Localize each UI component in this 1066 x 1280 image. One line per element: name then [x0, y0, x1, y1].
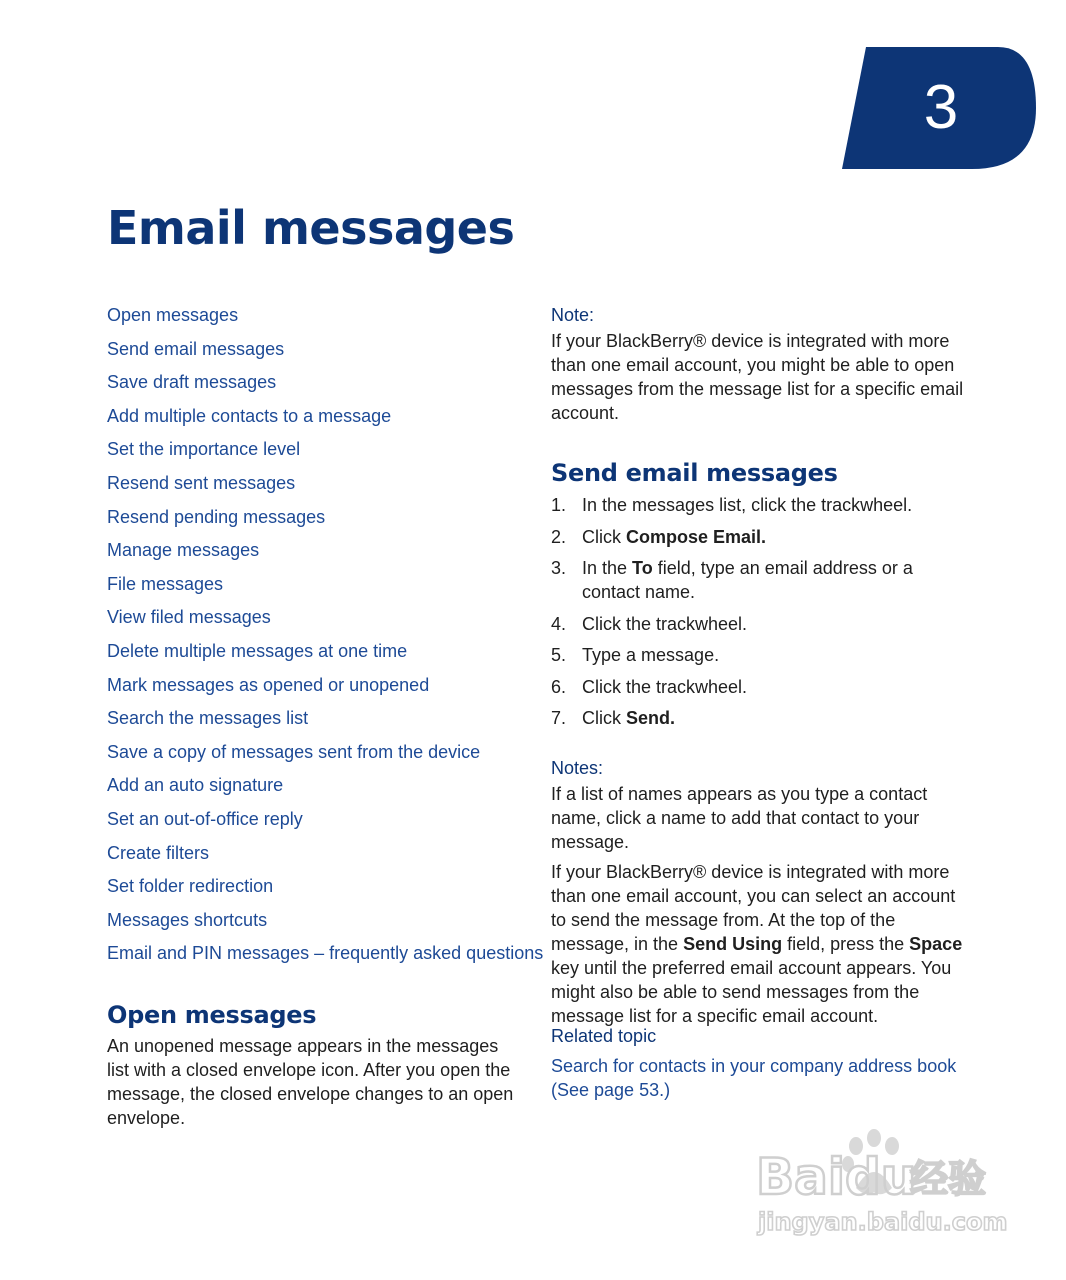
- step-number: 6.: [551, 676, 567, 697]
- toc-link[interactable]: Mark messages as opened or unopened: [107, 674, 430, 695]
- open-messages-heading: Open messages: [107, 1001, 317, 1029]
- note-block: [551, 303, 971, 425]
- toc-link[interactable]: Email and PIN messages – frequently asked questions: [107, 943, 544, 964]
- notes-para-1: If a list of names appears as you type a contact name, click a name to add that contact to your message.: [551, 784, 928, 852]
- toc-link[interactable]: Add an auto signature: [107, 775, 284, 796]
- toc-link[interactable]: View filed messages: [107, 607, 271, 628]
- toc-link[interactable]: Set the importance level: [107, 439, 301, 460]
- svg-text:jingyan.baidu.com: jingyan.baidu.com: [758, 1208, 1008, 1236]
- note-label: Note:: [551, 305, 595, 325]
- notes-label: Notes:: [551, 758, 604, 778]
- toc-link[interactable]: Messages shortcuts: [107, 909, 268, 930]
- toc-link[interactable]: File messages: [107, 573, 224, 594]
- ui-term: Compose Email.: [626, 526, 767, 547]
- toc-link[interactable]: Save a copy of messages sent from the device: [107, 741, 481, 762]
- notes-para-2: If your BlackBerry® device is integrated with more than one email account, you can select an account to send the message from. At the top of the message, in the Send Using field, press the Space key until the preferred email account appears. You might also be able to send messages from the message list for a specific email account.: [551, 862, 963, 1026]
- toc-link[interactable]: Open messages: [107, 305, 239, 325]
- open-messages-section: [107, 998, 517, 1130]
- send-email-section: [551, 456, 971, 738]
- step-item: 5. Type a message.: [551, 645, 720, 665]
- svg-text:经验: 经验: [910, 1157, 987, 1201]
- svg-text:Baidu: Baidu: [756, 1148, 917, 1206]
- toc-link[interactable]: Send email messages: [107, 338, 285, 359]
- baidu-watermark-logo: [752, 1118, 1008, 1242]
- step-number: 5.: [551, 645, 567, 665]
- step-item: 6. Click the trackwheel.: [551, 676, 748, 697]
- chapter-number: 3: [923, 73, 959, 142]
- toc-link[interactable]: Resend sent messages: [107, 472, 296, 493]
- steps-list: [551, 493, 971, 730]
- toc-link[interactable]: Set an out-of-office reply: [107, 808, 303, 829]
- toc-link[interactable]: Resend pending messages: [107, 506, 326, 527]
- send-email-heading: Send email messages: [551, 459, 838, 487]
- step-number: 2.: [551, 526, 567, 547]
- toc-link[interactable]: Create filters: [107, 842, 210, 863]
- step-number: 1.: [551, 495, 567, 515]
- notes-block: [551, 756, 971, 1028]
- toc-link[interactable]: Set folder redirection: [107, 876, 274, 897]
- related-topic-block: [551, 1024, 971, 1102]
- step-item: 1. In the messages list, click the trackwheel.: [551, 495, 913, 515]
- toc-link[interactable]: Search the messages list: [107, 708, 309, 729]
- toc-link[interactable]: Add multiple contacts to a message: [107, 405, 392, 426]
- ui-term: Space: [909, 934, 963, 954]
- ui-term: Send.: [626, 708, 676, 728]
- related-topic-label: Related topic: [551, 1026, 657, 1046]
- step-item: 7. Click Send.: [551, 708, 676, 728]
- step-item: 3. In the To field, type an email address or a contact name.: [551, 558, 913, 602]
- toc-link[interactable]: Manage messages: [107, 540, 260, 561]
- note-body: If your BlackBerry® device is integrated with more than one email account, you might be able to open messages from the message list for a specific email account.: [551, 331, 964, 423]
- ui-term: Send Using: [683, 934, 783, 954]
- related-topic-link[interactable]: Search for contacts in your company address book (See page 53.): [551, 1056, 957, 1100]
- toc-link[interactable]: Delete multiple messages at one time: [107, 640, 408, 661]
- toc-link[interactable]: Save draft messages: [107, 372, 277, 393]
- step-number: 4.: [551, 613, 567, 634]
- open-messages-body: An unopened message appears in the messages list with a closed envelope icon. After you open the message, the closed envelope changes to an open envelope.: [107, 1036, 514, 1128]
- page-title: Email messages: [107, 201, 515, 255]
- step-item: 2. Click Compose Email.: [551, 526, 767, 547]
- step-number: 7.: [551, 708, 567, 728]
- step-number: 3.: [551, 558, 567, 578]
- toc-list: [107, 300, 543, 972]
- ui-term: To: [632, 558, 653, 578]
- step-item: 4. Click the trackwheel.: [551, 613, 748, 634]
